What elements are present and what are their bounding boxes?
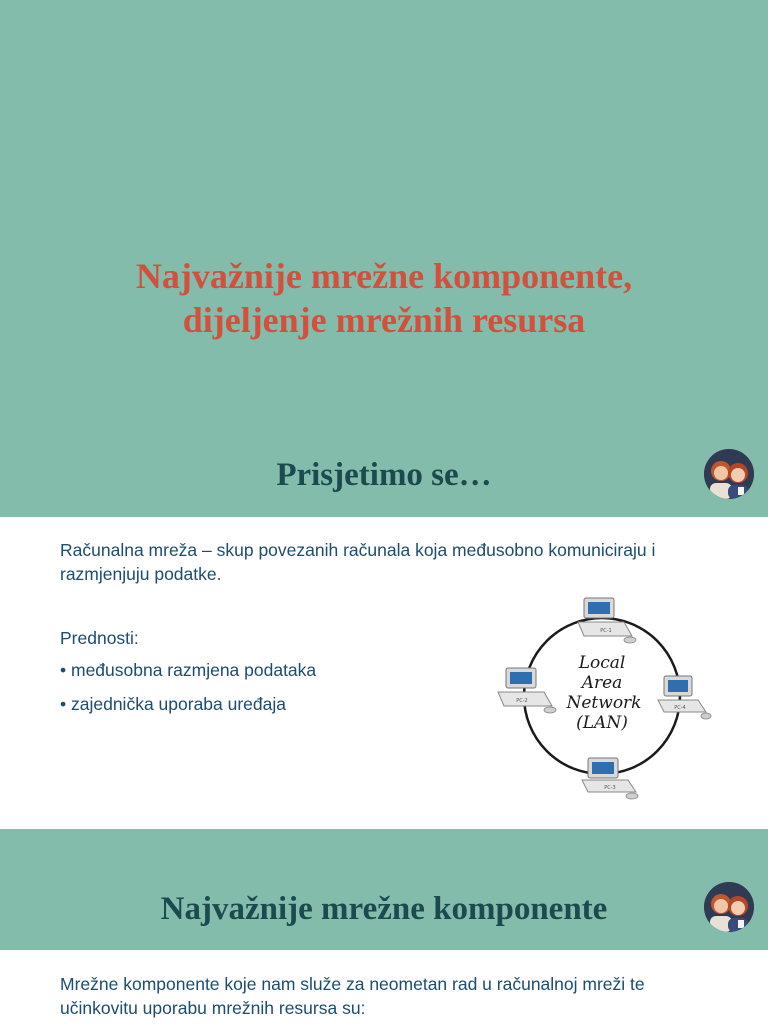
pc-icon bbox=[658, 676, 711, 719]
pc-label: PC-1 bbox=[600, 628, 612, 634]
lan-label-line3: Network bbox=[566, 693, 642, 713]
lan-label-line1: Local bbox=[578, 653, 626, 673]
components-intro: Mrežne komponente koje nam služe za neometan rad u računalnoj mreži te učinkovitu uporabu mrežnih resursa su: bbox=[60, 974, 645, 1018]
pc-icon bbox=[582, 758, 638, 799]
pc-icon bbox=[498, 668, 556, 713]
avatar-icon bbox=[704, 449, 754, 499]
slide1-title: Prisjetimo se… bbox=[276, 457, 492, 493]
advantage-item: • zajednička uporaba uređaja bbox=[60, 694, 287, 714]
lan-diagram bbox=[496, 596, 716, 802]
advantage-item: • međusobna razmjena podataka bbox=[60, 660, 317, 680]
lan-label-line2: Area bbox=[581, 673, 623, 693]
main-title bbox=[0, 254, 768, 342]
main-title-line2: dijeljenje mrežnih resursa bbox=[182, 300, 586, 340]
pc-label: PC-2 bbox=[516, 698, 528, 704]
network-definition: Računalna mreža – skup povezanih računala koja međusobno komuniciraju i razmjenjuju podatke. bbox=[60, 540, 656, 584]
slide2-title: Najvažnije mrežne komponente bbox=[160, 891, 608, 927]
main-title-line1: Najvažnije mrežne komponente, bbox=[135, 256, 633, 296]
avatar-icon bbox=[704, 882, 754, 932]
pc-label: PC-4 bbox=[674, 705, 686, 711]
pc-label: PC-3 bbox=[604, 785, 616, 791]
advantages-label: Prednosti: bbox=[60, 628, 139, 648]
lan-label-line4: (LAN) bbox=[576, 713, 628, 733]
